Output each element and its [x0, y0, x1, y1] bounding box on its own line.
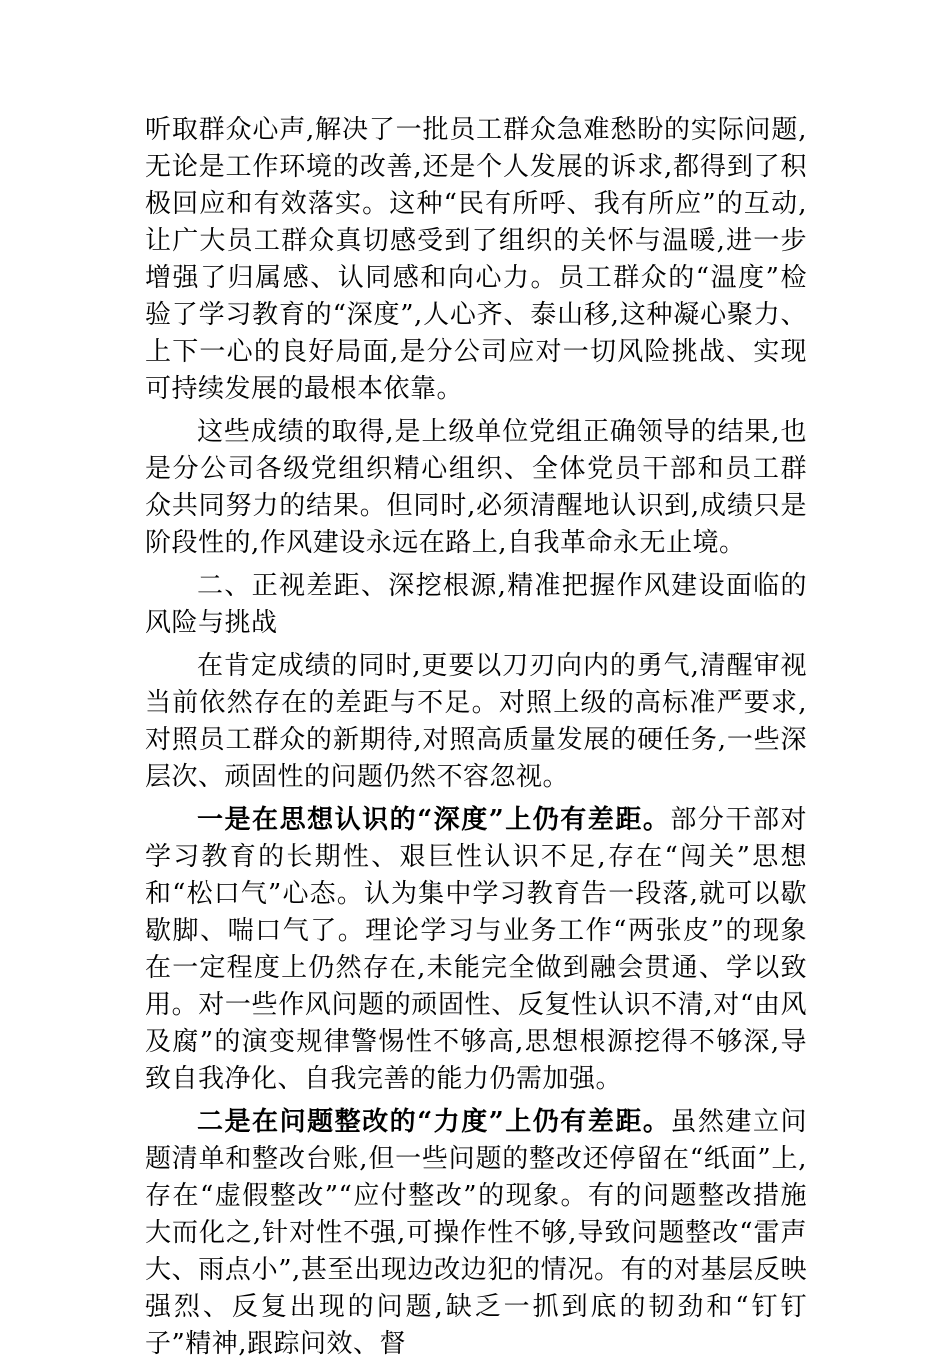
paragraph-point-two: [145, 1104, 807, 1363]
paragraph-intro: 在肯定成绩的同时,更要以刀刃向内的勇气,清醒审视当前依然存在的差距与不足。对照上级的高标准严要求,对照员工群众的新期待,对照高质量发展的硬任务,一些深层次、顽固性的问题仍然不容忽视。: [145, 651, 807, 792]
paragraph-point-one: [145, 802, 807, 1098]
section-heading: 二、正视差距、深挖根源,精准把握作风建设面临的风险与挑战: [145, 571, 807, 638]
paragraph-achievements: 这些成绩的取得,是上级单位党组正确领导的结果,也是分公司各级党组织精心组织、全体党员干部和员工群众共同努力的结果。但同时,必须清醒地认识到,成绩只是阶段性的,作风建设永远在路上,自我革命永无止境。: [145, 417, 807, 558]
point-two-body: 虽然建立问题清单和整改台账,但一些问题的整改还停留在“纸面”上,存在“虚假整改”“应付整改”的现象。有的问题整改措施大而化之,针对性不强,可操作性不够,导致问题整改“雷声大、雨点小”,甚至出现边改边犯的情况。有的对基层反映强烈、反复出现的问题,缺乏一抓到底的韧劲和“钉钉子”精神,跟踪问效、督: [145, 1107, 807, 1359]
point-one-body: 部分干部对学习教育的长期性、艰巨性认识不足,存在“闯关”思想和“松口气”心态。认为集中学习教育告一段落,就可以歇歇脚、喘口气了。理论学习与业务工作“两张皮”的现象在一定程度上仍然存在,未能完全做到融会贯通、学以致用。对一些作风问题的顽固性、反复性认识不清,对“由风及腐”的演变规律警惕性不够高,思想根源挖得不够深,导致自我净化、自我完善的能力仍需加强。: [145, 805, 807, 1094]
document-page: [145, 112, 807, 1369]
point-two-lead: 二是在问题整改的“力度”上仍有差距。: [197, 1107, 671, 1137]
paragraph-continuation: 听取群众心声,解决了一批员工群众急难愁盼的实际问题,无论是工作环境的改善,还是个人发展的诉求,都得到了积极回应和有效落实。这种“民有所呼、我有所应”的互动,让广大员工群众真切感受到了组织的关怀与温暖,进一步增强了归属感、认同感和向心力。员工群众的“温度”检验了学习教育的“深度”,人心齐、泰山移,这种凝心聚力、上下一心的良好局面,是分公司应对一切风险挑战、实现可持续发展的最根本依靠。: [145, 115, 807, 404]
point-one-lead: 一是在思想认识的“深度”上仍有差距。: [197, 805, 671, 835]
